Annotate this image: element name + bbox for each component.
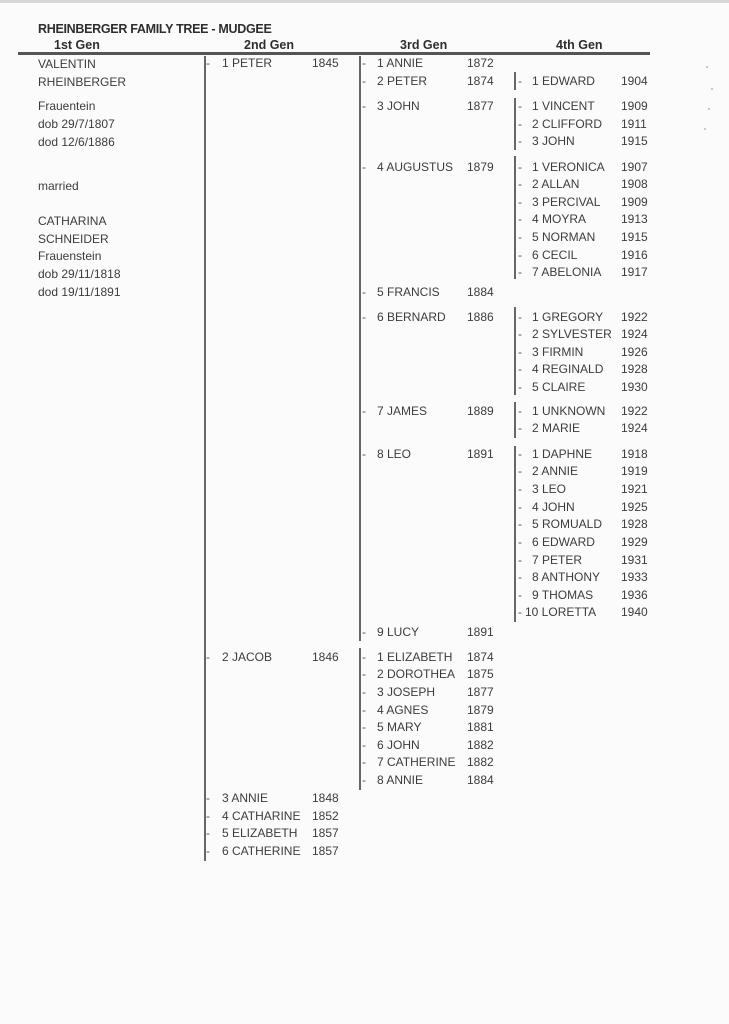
gen4-year: 1919 — [621, 464, 648, 478]
dash: - — [518, 535, 522, 549]
gen4-name: 1 VINCENT — [532, 99, 595, 113]
gen4-name: 2 MARIE — [532, 421, 581, 435]
gen3-year: 1874 — [467, 74, 494, 88]
gen4-year: 1924 — [621, 421, 648, 435]
gen4-year: 1926 — [621, 345, 648, 359]
dash: - — [518, 447, 522, 461]
dash: - — [518, 310, 522, 324]
gen3-name: 3 JOHN — [377, 99, 420, 113]
gen4-name: 5 CLAIRE — [532, 380, 586, 394]
dash: - — [518, 588, 522, 602]
dash: - — [518, 380, 522, 394]
gen4-year: 1916 — [621, 248, 648, 262]
scan-speck — [706, 66, 708, 68]
gen4-name: 6 EDWARD — [532, 535, 595, 549]
gen4-year: 1936 — [621, 588, 648, 602]
gen2-name: 1 PETER — [222, 56, 273, 70]
gen3-name: 4 AGNES — [377, 703, 429, 717]
gen4-year: 1913 — [621, 212, 648, 226]
dash: - — [362, 160, 366, 174]
dash: - — [518, 404, 522, 418]
dash: - — [518, 553, 522, 567]
dash: - — [518, 605, 522, 619]
scan-edge — [0, 0, 729, 3]
dash: - — [518, 500, 522, 514]
gen4-name: 5 ROMUALD — [532, 517, 603, 531]
dash: - — [518, 195, 522, 209]
gen2-name: 5 ELIZABETH — [222, 826, 298, 840]
dash: - — [362, 685, 366, 699]
dash: - — [362, 720, 366, 734]
gen4-name: 7 ABELONIA — [532, 265, 602, 279]
header-3rd-gen: 3rd Gen — [400, 38, 448, 52]
dash: - — [206, 650, 210, 664]
gen3-name: 6 JOHN — [377, 738, 420, 752]
gen1-line: dod 19/11/1891 — [38, 285, 121, 299]
dash: - — [362, 447, 366, 461]
gen1-line: RHEINBERGER — [38, 75, 127, 89]
dash: - — [206, 56, 210, 70]
gen4-year: 1904 — [621, 74, 648, 88]
dash: - — [518, 248, 522, 262]
scan-speck — [711, 88, 713, 90]
gen3-year: 1891 — [467, 625, 494, 639]
gen4-bracket-line-john — [514, 98, 516, 150]
gen3-year: 1891 — [467, 447, 494, 461]
gen3-year: 1889 — [467, 404, 494, 418]
gen2-year: 1848 — [312, 791, 339, 805]
gen3-year: 1879 — [467, 703, 494, 717]
gen3-name: 2 DOROTHEA — [377, 667, 456, 681]
dash: - — [362, 74, 366, 88]
gen4-year: 1911 — [621, 117, 647, 131]
dash: - — [362, 755, 366, 769]
gen2-name: 3 ANNIE — [222, 791, 269, 805]
gen3-bracket-line-jacob — [359, 648, 361, 790]
dash: - — [518, 160, 522, 174]
gen4-bracket-line-peter — [514, 72, 516, 90]
gen4-name: 4 JOHN — [532, 500, 575, 514]
dash: - — [362, 650, 366, 664]
gen2-year: 1852 — [312, 809, 339, 823]
dash: - — [518, 327, 522, 341]
gen4-name: 1 EDWARD — [532, 74, 595, 88]
gen4-year: 1928 — [621, 362, 648, 376]
gen4-name: 1 GREGORY — [532, 310, 604, 324]
gen2-name: 2 JACOB — [222, 650, 273, 664]
gen4-year: 1908 — [621, 177, 648, 191]
gen3-bracket-line-peter — [359, 56, 361, 641]
dash: - — [362, 285, 366, 299]
header-2nd-gen: 2nd Gen — [244, 38, 295, 52]
dash: - — [518, 99, 522, 113]
dash: - — [518, 517, 522, 531]
dash: - — [518, 134, 522, 148]
gen3-name: 5 FRANCIS — [377, 285, 440, 299]
gen3-name: 7 JAMES — [377, 404, 428, 418]
dash: - — [518, 74, 522, 88]
gen4-year: 1915 — [621, 134, 648, 148]
dash: - — [518, 212, 522, 226]
gen4-name: 2 SYLVESTER — [532, 327, 612, 341]
gen4-name: 3 JOHN — [532, 134, 575, 148]
gen4-bracket-line-bernard — [514, 307, 516, 395]
dash: - — [362, 99, 366, 113]
gen4-year: 1924 — [621, 327, 648, 341]
gen3-name: 6 BERNARD — [377, 310, 446, 324]
dash: - — [362, 404, 366, 418]
gen4-name: 8 ANTHONY — [532, 570, 601, 584]
gen4-year: 1931 — [621, 553, 648, 567]
gen3-year: 1872 — [467, 56, 494, 70]
gen4-name: 3 LEO — [532, 482, 567, 496]
gen3-year: 1882 — [467, 738, 494, 752]
gen1-line: SCHNEIDER — [38, 232, 109, 246]
gen4-year: 1930 — [621, 380, 648, 394]
gen2-year: 1846 — [312, 650, 339, 664]
gen3-year: 1879 — [467, 160, 494, 174]
gen4-year: 1940 — [621, 605, 648, 619]
gen4-year: 1915 — [621, 230, 648, 244]
gen4-name: 5 NORMAN — [532, 230, 596, 244]
gen2-year: 1857 — [312, 844, 339, 858]
gen4-name: 3 PERCIVAL — [532, 195, 601, 209]
gen1-line: CATHARINA — [38, 214, 107, 228]
dash: - — [518, 570, 522, 584]
dash: - — [518, 265, 522, 279]
gen1-line: Frauenstein — [38, 249, 102, 263]
gen4-name: 2 ALLAN — [532, 177, 580, 191]
gen3-name: 4 AUGUSTUS — [377, 160, 454, 174]
dash: - — [206, 791, 210, 805]
gen3-year: 1886 — [467, 310, 494, 324]
dash: - — [518, 421, 522, 435]
gen4-bracket-line-james — [514, 402, 516, 438]
gen1-line: dob 29/11/1818 — [38, 267, 121, 281]
gen4-name: 7 PETER — [532, 553, 583, 567]
gen4-year: 1909 — [621, 195, 648, 209]
scan-speck — [708, 108, 710, 110]
dash: - — [518, 177, 522, 191]
gen2-name: 6 CATHERINE — [222, 844, 301, 858]
gen2-year: 1845 — [312, 56, 339, 70]
gen4-name: 1 VERONICA — [532, 160, 605, 174]
gen3-name: 1 ANNIE — [377, 56, 424, 70]
gen2-name: 4 CATHARINE — [222, 809, 301, 823]
header-4th-gen: 4th Gen — [556, 38, 603, 52]
gen3-name: 3 JOSEPH — [377, 685, 436, 699]
gen4-bracket-line-augustus — [514, 156, 516, 279]
dash: - — [362, 773, 366, 787]
gen4-year: 1922 — [621, 310, 648, 324]
dash: - — [518, 117, 522, 131]
dash: - — [518, 464, 522, 478]
dash: - — [206, 826, 210, 840]
gen3-year: 1882 — [467, 755, 494, 769]
dash: - — [362, 667, 366, 681]
gen1-line: married — [38, 179, 79, 193]
gen3-year: 1874 — [467, 650, 494, 664]
gen3-name: 8 LEO — [377, 447, 412, 461]
gen3-name: 9 LUCY — [377, 625, 420, 639]
gen2-year: 1857 — [312, 826, 339, 840]
gen4-name: 9 THOMAS — [532, 588, 594, 602]
gen4-name: 10 LORETTA — [525, 605, 597, 619]
gen4-year: 1922 — [621, 404, 648, 418]
gen4-name: 4 REGINALD — [532, 362, 604, 376]
dash: - — [518, 482, 522, 496]
gen4-year: 1929 — [621, 535, 648, 549]
gen4-year: 1921 — [621, 482, 648, 496]
gen3-name: 1 ELIZABETH — [377, 650, 453, 664]
gen3-year: 1877 — [467, 99, 494, 113]
header-1st-gen: 1st Gen — [54, 38, 100, 52]
gen4-year: 1928 — [621, 517, 648, 531]
dash: - — [518, 362, 522, 376]
gen4-name: 1 UNKNOWN — [532, 404, 606, 418]
dash: - — [518, 345, 522, 359]
dash: - — [362, 703, 366, 717]
gen4-bracket-line-leo — [514, 446, 516, 622]
gen1-line: dod 12/6/1886 — [38, 135, 115, 149]
gen4-name: 6 CECIL — [532, 248, 578, 262]
gen4-year: 1918 — [621, 447, 648, 461]
gen3-year: 1884 — [467, 773, 494, 787]
gen3-name: 7 CATHERINE — [377, 755, 456, 769]
dash: - — [518, 230, 522, 244]
gen3-year: 1884 — [467, 285, 494, 299]
dash: - — [362, 310, 366, 324]
dash: - — [362, 56, 366, 70]
dash: - — [206, 844, 210, 858]
document-title: RHEINBERGER FAMILY TREE - MUDGEE — [38, 22, 272, 36]
dash: - — [362, 738, 366, 752]
gen3-name: 5 MARY — [377, 720, 422, 734]
gen4-year: 1907 — [621, 160, 648, 174]
gen4-name: 3 FIRMIN — [532, 345, 584, 359]
gen4-name: 2 CLIFFORD — [532, 117, 603, 131]
scan-speck — [704, 128, 706, 130]
gen3-year: 1881 — [467, 720, 494, 734]
gen3-year: 1877 — [467, 685, 494, 699]
gen3-year: 1875 — [467, 667, 494, 681]
gen3-name: 2 PETER — [377, 74, 428, 88]
gen1-line: Frauentein — [38, 99, 96, 113]
gen4-year: 1909 — [621, 99, 648, 113]
gen1-line: VALENTIN — [38, 57, 96, 71]
gen2-bracket-line — [204, 56, 206, 861]
gen4-name: 1 DAPHNE — [532, 447, 593, 461]
header-rule — [18, 52, 650, 55]
gen4-name: 4 MOYRA — [532, 212, 587, 226]
dash: - — [362, 625, 366, 639]
gen4-year: 1925 — [621, 500, 648, 514]
gen4-year: 1917 — [621, 265, 648, 279]
gen1-line: dob 29/7/1807 — [38, 117, 115, 131]
gen4-name: 2 ANNIE — [532, 464, 579, 478]
gen3-name: 8 ANNIE — [377, 773, 424, 787]
gen4-year: 1933 — [621, 570, 648, 584]
dash: - — [206, 809, 210, 823]
